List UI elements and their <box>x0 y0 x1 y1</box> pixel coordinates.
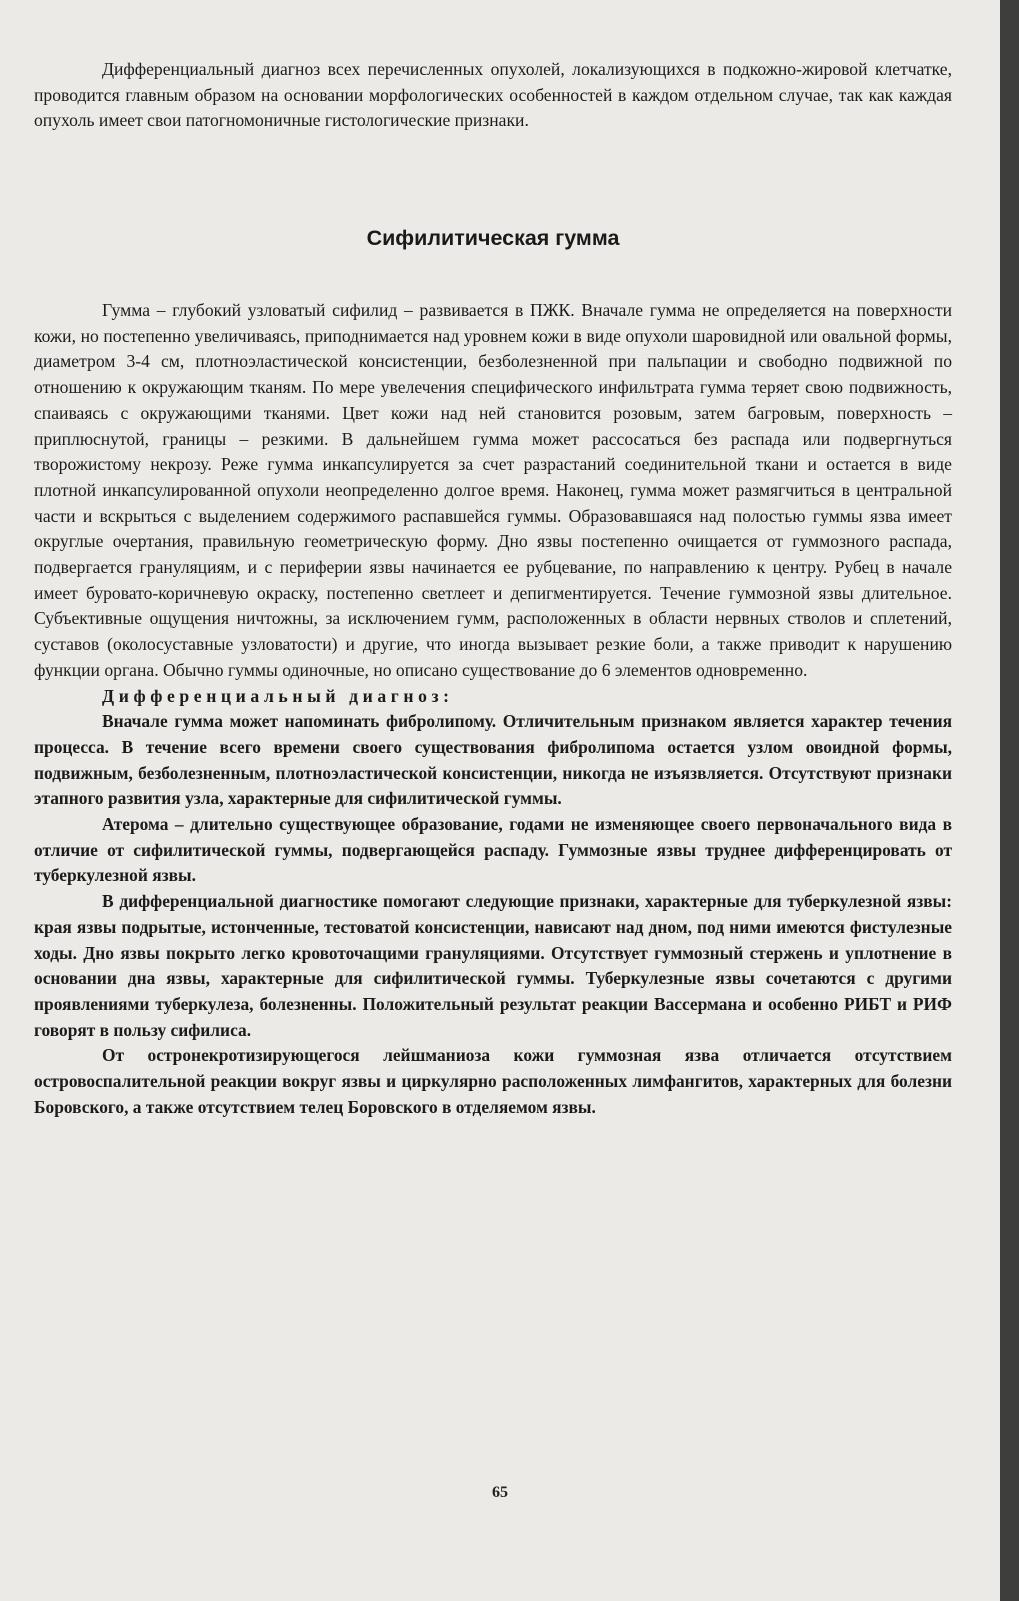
differential-diagnosis-heading: Дифференциальный диагноз: <box>102 685 454 706</box>
paragraph-atheroma: Атерома – длительно существующее образование, годами не изменяющее своего первоначального вида в отличие от сифилитической гуммы, подвергающейся распаду. Гуммозные язвы труднее дифференцировать от туберкулезной язвы. <box>34 814 952 886</box>
section-title: Сифилитическая гумма <box>366 226 620 250</box>
paragraph-gumma-description: Гумма – глубокий узловатый сифилид – развивается в ПЖК. Вначале гумма не определяется на поверхности кожи, но постепенно увеличиваясь, приподнимается над уровнем кожи в виде опухоли шаровидной или овальной формы, диаметром 3-4 см, плотноэластической консистенции, безболезненной при пальпации и свободно подвижной по отношению к окружающим тканям. По мере увелечения специфического инфильтрата гумма теряет свою подвижность, спаиваясь с окружающими тканями. Цвет кожи над ней становится розовым, затем багровым, поверхность – приплюснутой, границы – резкими. В дальнейшем гумма может рассосаться без распада или подвергнуться творожистому некрозу. Реже гумма инкапсулируется за счет разрастаний соединительной ткани и остается в виде плотной инкапсулированной опухоли неопределенно долгое время. Наконец, гумма может размягчиться в центральной части и вскрыться с выделением содержимого распавшейся гуммы. Образовавшаяся над полостью гуммы язва имеет округлые очертания, правильную геометрическую форму. Дно язвы постепенно очищается от гуммозного распада, подвергается грануляциям, и с периферии язвы начинается ее рубцевание, по направлению к центру. Рубец в начале имеет буровато-коричневую окраску, постепенно светлеет и депигментируется. Течение гуммозной язвы длительное. Субъективные ощущения ничтожны, за исключением гумм, расположенных в области нервных стволов и сплетений, суставов (околосуставные узловатости) и другие, что иногда вызывает резкие боли, а также приводит к нарушению функции органа. Обычно гуммы одиночные, но описано существование до 6 элементов одновременно. <box>34 300 952 680</box>
intro-paragraph: Дифференциальный диагноз всех перечисленных опухолей, локализующихся в подкожно-жировой клетчатке, проводится главным образом на основании морфологических особенностей в каждом отдельном случае, так как каждая опухоль имеет свои патогномоничные гистологические признаки. <box>34 59 952 130</box>
page-number: 65 <box>492 1484 508 1501</box>
paragraph-tuberculosis: В дифференциальной диагностике помогают следующие признаки, характерные для туберкулезной язвы: края язвы подрытые, истонченные, тестоватой консистенции, нависают над дном, под ними имеются фистулезные ходы. Дно язвы покрыто легко кровоточащими грануляциями. Отсутствует гуммозный стержень и уплотнение в основании дна язвы, характерные для сифилитической гуммы. Туберкулезные язвы сочетаются с другими проявлениями туберкулеза, болезненны. Положительный результат реакции Вассермана и особенно РИБТ и РИФ говорят в пользу сифилиса. <box>34 891 952 1040</box>
paragraph-fibrolipoma: Вначале гумма может напоминать фибролипому. Отличительным признаком является характер течения процесса. В течение всего времени своего существования фибролипома остается узлом овоидной формы, подвижным, безболезненным, плотноэластической консистенции, никогда не изъязвляется. Отсутствуют признаки этапного развития узла, характерные для сифилитической гуммы. <box>34 711 952 809</box>
section-body <box>34 298 952 1121</box>
page-edge-shadow <box>1000 0 1019 1601</box>
paragraph-leishmaniasis: От остронекротизирующегося лейшманиоза кожи гуммозная язва отличается отсутствием островоспалительной реакции вокруг язвы и циркулярно расположенных лимфангитов, характерных для болезни Боровского, а также отсутствием телец Боровского в отделяемом язвы. <box>34 1045 952 1117</box>
intro-text <box>34 57 952 134</box>
